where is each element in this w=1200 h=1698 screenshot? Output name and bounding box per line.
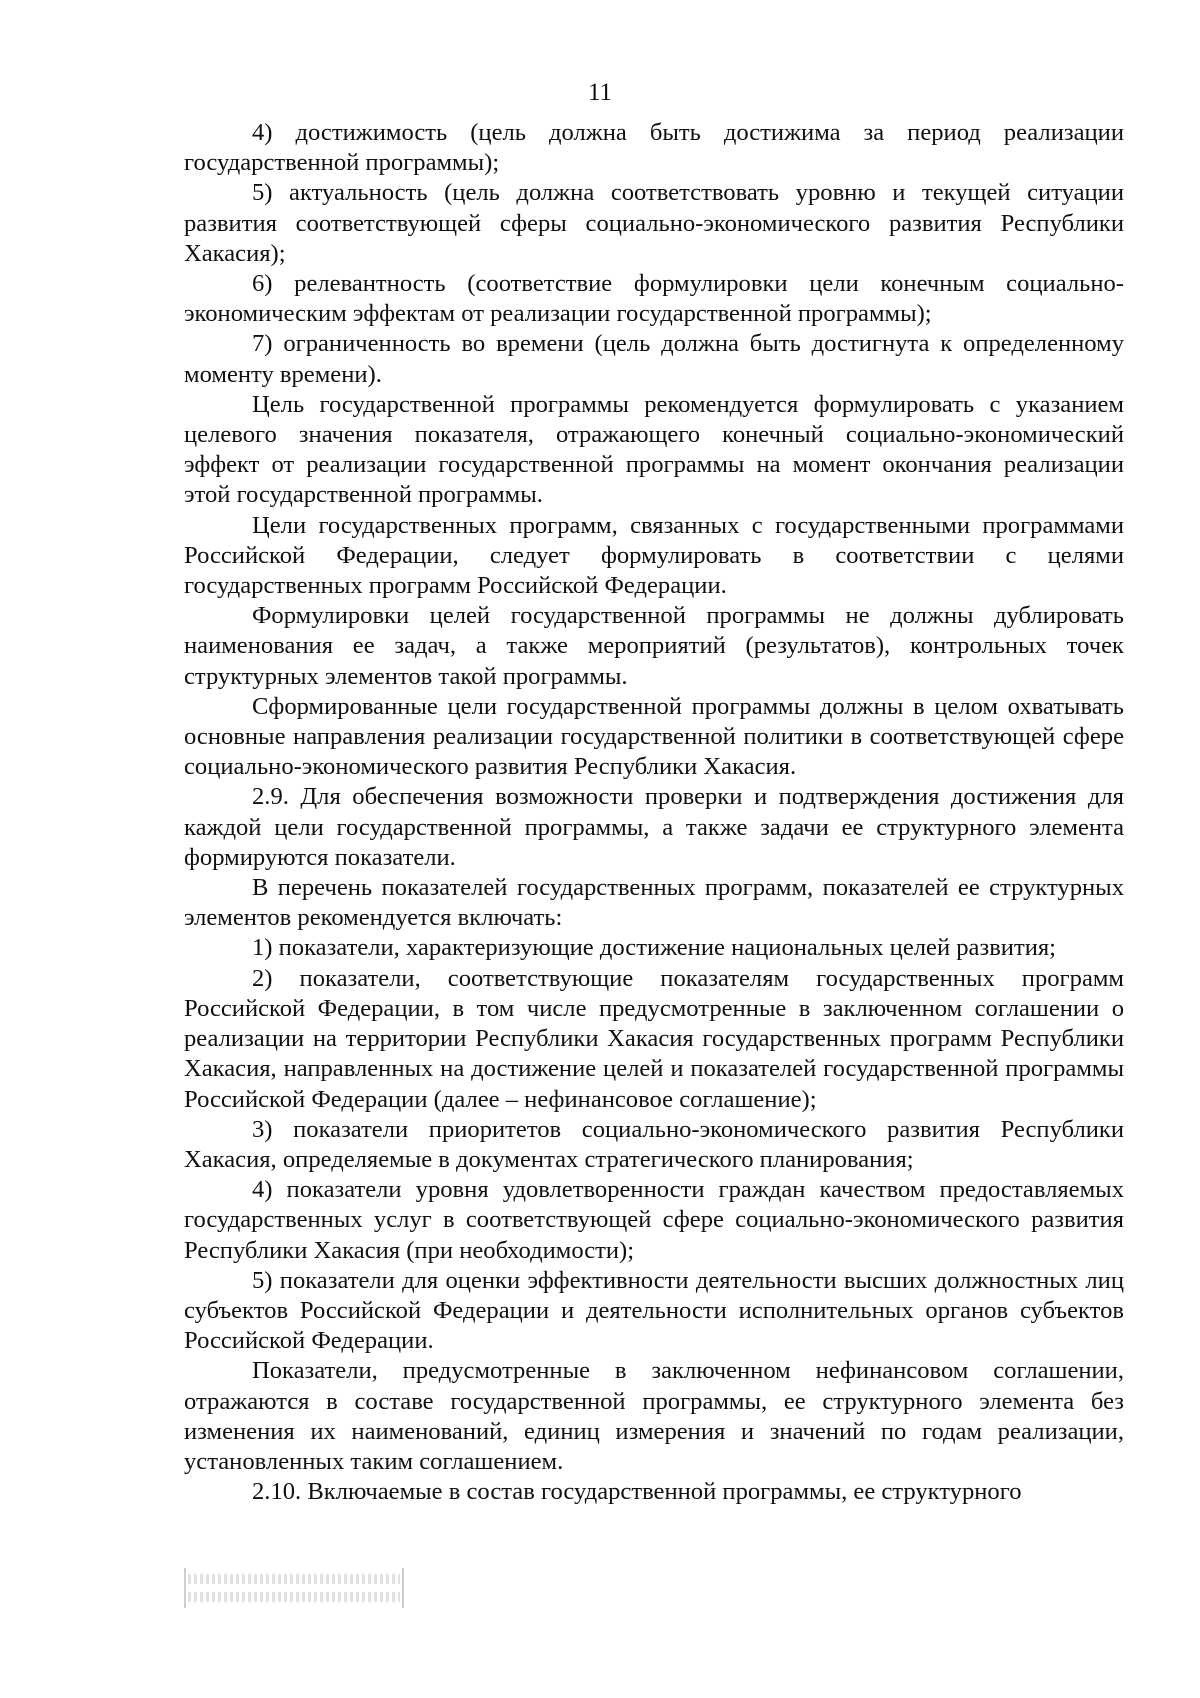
paragraph-goals-federal: Цели государственных программ, связанных с государственными программами Российской Федерации, следует формулировать в соответствии с целями государственных программ Российской Федерации. <box>184 511 1124 600</box>
paragraph-goal-relevance-actuality: 5) актуальность (цель должна соответствовать уровню и текущей ситуации развития соответствующей сферы социально-экономического развития Республики Хакасия); <box>184 179 1124 267</box>
paragraph-section-2-9: 2.9. Для обеспечения возможности проверки и подтверждения достижения для каждой цели государственной программы, а также задачи ее структурного элемента формируются показатели. <box>184 783 1124 871</box>
paragraph-goals-no-duplication: Формулировки целей государственной программы не должны дублировать наименования ее задач, а также мероприятий (результатов), контрольных точек структурных элементов такой программы. <box>184 602 1124 690</box>
list-item-indicator-2: 2) показатели, соответствующие показателям государственных программ Российской Федерации, в том числе предусмотренные в заключенном соглашении о реализации на территории Республики Хакасия государственных программ Республики Хакасия, направленных на достижение целей и показателей государственной программы Российской Федерации (далее – нефинансовое соглашение); <box>184 964 1124 1113</box>
paragraph-indicators-list-intro: В перечень показателей государственных программ, показателей ее структурных элементов рекомендуется включать: <box>184 874 1124 932</box>
stamp-line <box>188 1574 400 1584</box>
paragraph-section-2-10: 2.10. Включаемые в состав государственной программы, ее структурного <box>252 1478 1022 1506</box>
list-item-indicator-4: 4) показатели уровня удовлетворенности граждан качеством предоставляемых государственных услуг в соответствующей сфере социально-экономического развития Республики Хакасия (при необходимости); <box>184 1176 1124 1264</box>
list-item-indicator-3: 3) показатели приоритетов социально-экономического развития Республики Хакасия, определяемые в документах стратегического планирования; <box>184 1115 1124 1173</box>
paragraph-goal-relevance: 6) релевантность (соответствие формулировки цели конечным социально-экономическим эффектам от реализации государственной программы); <box>184 270 1124 328</box>
stamp-line <box>188 1592 400 1602</box>
stamp-bracket-left <box>184 1568 186 1608</box>
paragraph-goal-achievability: 4) достижимость (цель должна быть достижима за период реализации государственной программы); <box>184 119 1124 177</box>
stamp-bracket-right <box>402 1568 404 1608</box>
paragraph-nonfinancial-agreement: Показатели, предусмотренные в заключенном нефинансовом соглашении, отражаются в составе государственной программы, ее структурного элемента без изменения их наименований, единиц измерения и значений по годам реализации, установленных таким соглашением. <box>184 1357 1124 1475</box>
page-number: 11 <box>587 79 613 106</box>
paragraph-goal-time-limit: 7) ограниченность во времени (цель должна быть достигнута к определенному моменту времени). <box>184 330 1124 388</box>
list-item-indicator-5: 5) показатели для оценки эффективности деятельности высших должностных лиц субъектов Российской Федерации и деятельности исполнительных органов субъектов Российской Федерации. <box>184 1266 1124 1355</box>
document-body <box>184 118 1124 1507</box>
paragraph-goals-coverage: Сформированные цели государственной программы должны в целом охватывать основные направления реализации государственной политики в соответствующей сфере социально-экономического развития Республики Хакасия. <box>184 692 1124 781</box>
paragraph-goal-formulation: Цель государственной программы рекомендуется формулировать с указанием целевого значения показателя, отражающего конечный социально-экономический эффект от реализации государственной программы на момент окончания реализации этой государственной программы. <box>184 390 1124 509</box>
faded-stamp <box>188 1568 400 1614</box>
list-item-indicator-1: 1) показатели, характеризующие достижение национальных целей развития; <box>252 934 1057 962</box>
